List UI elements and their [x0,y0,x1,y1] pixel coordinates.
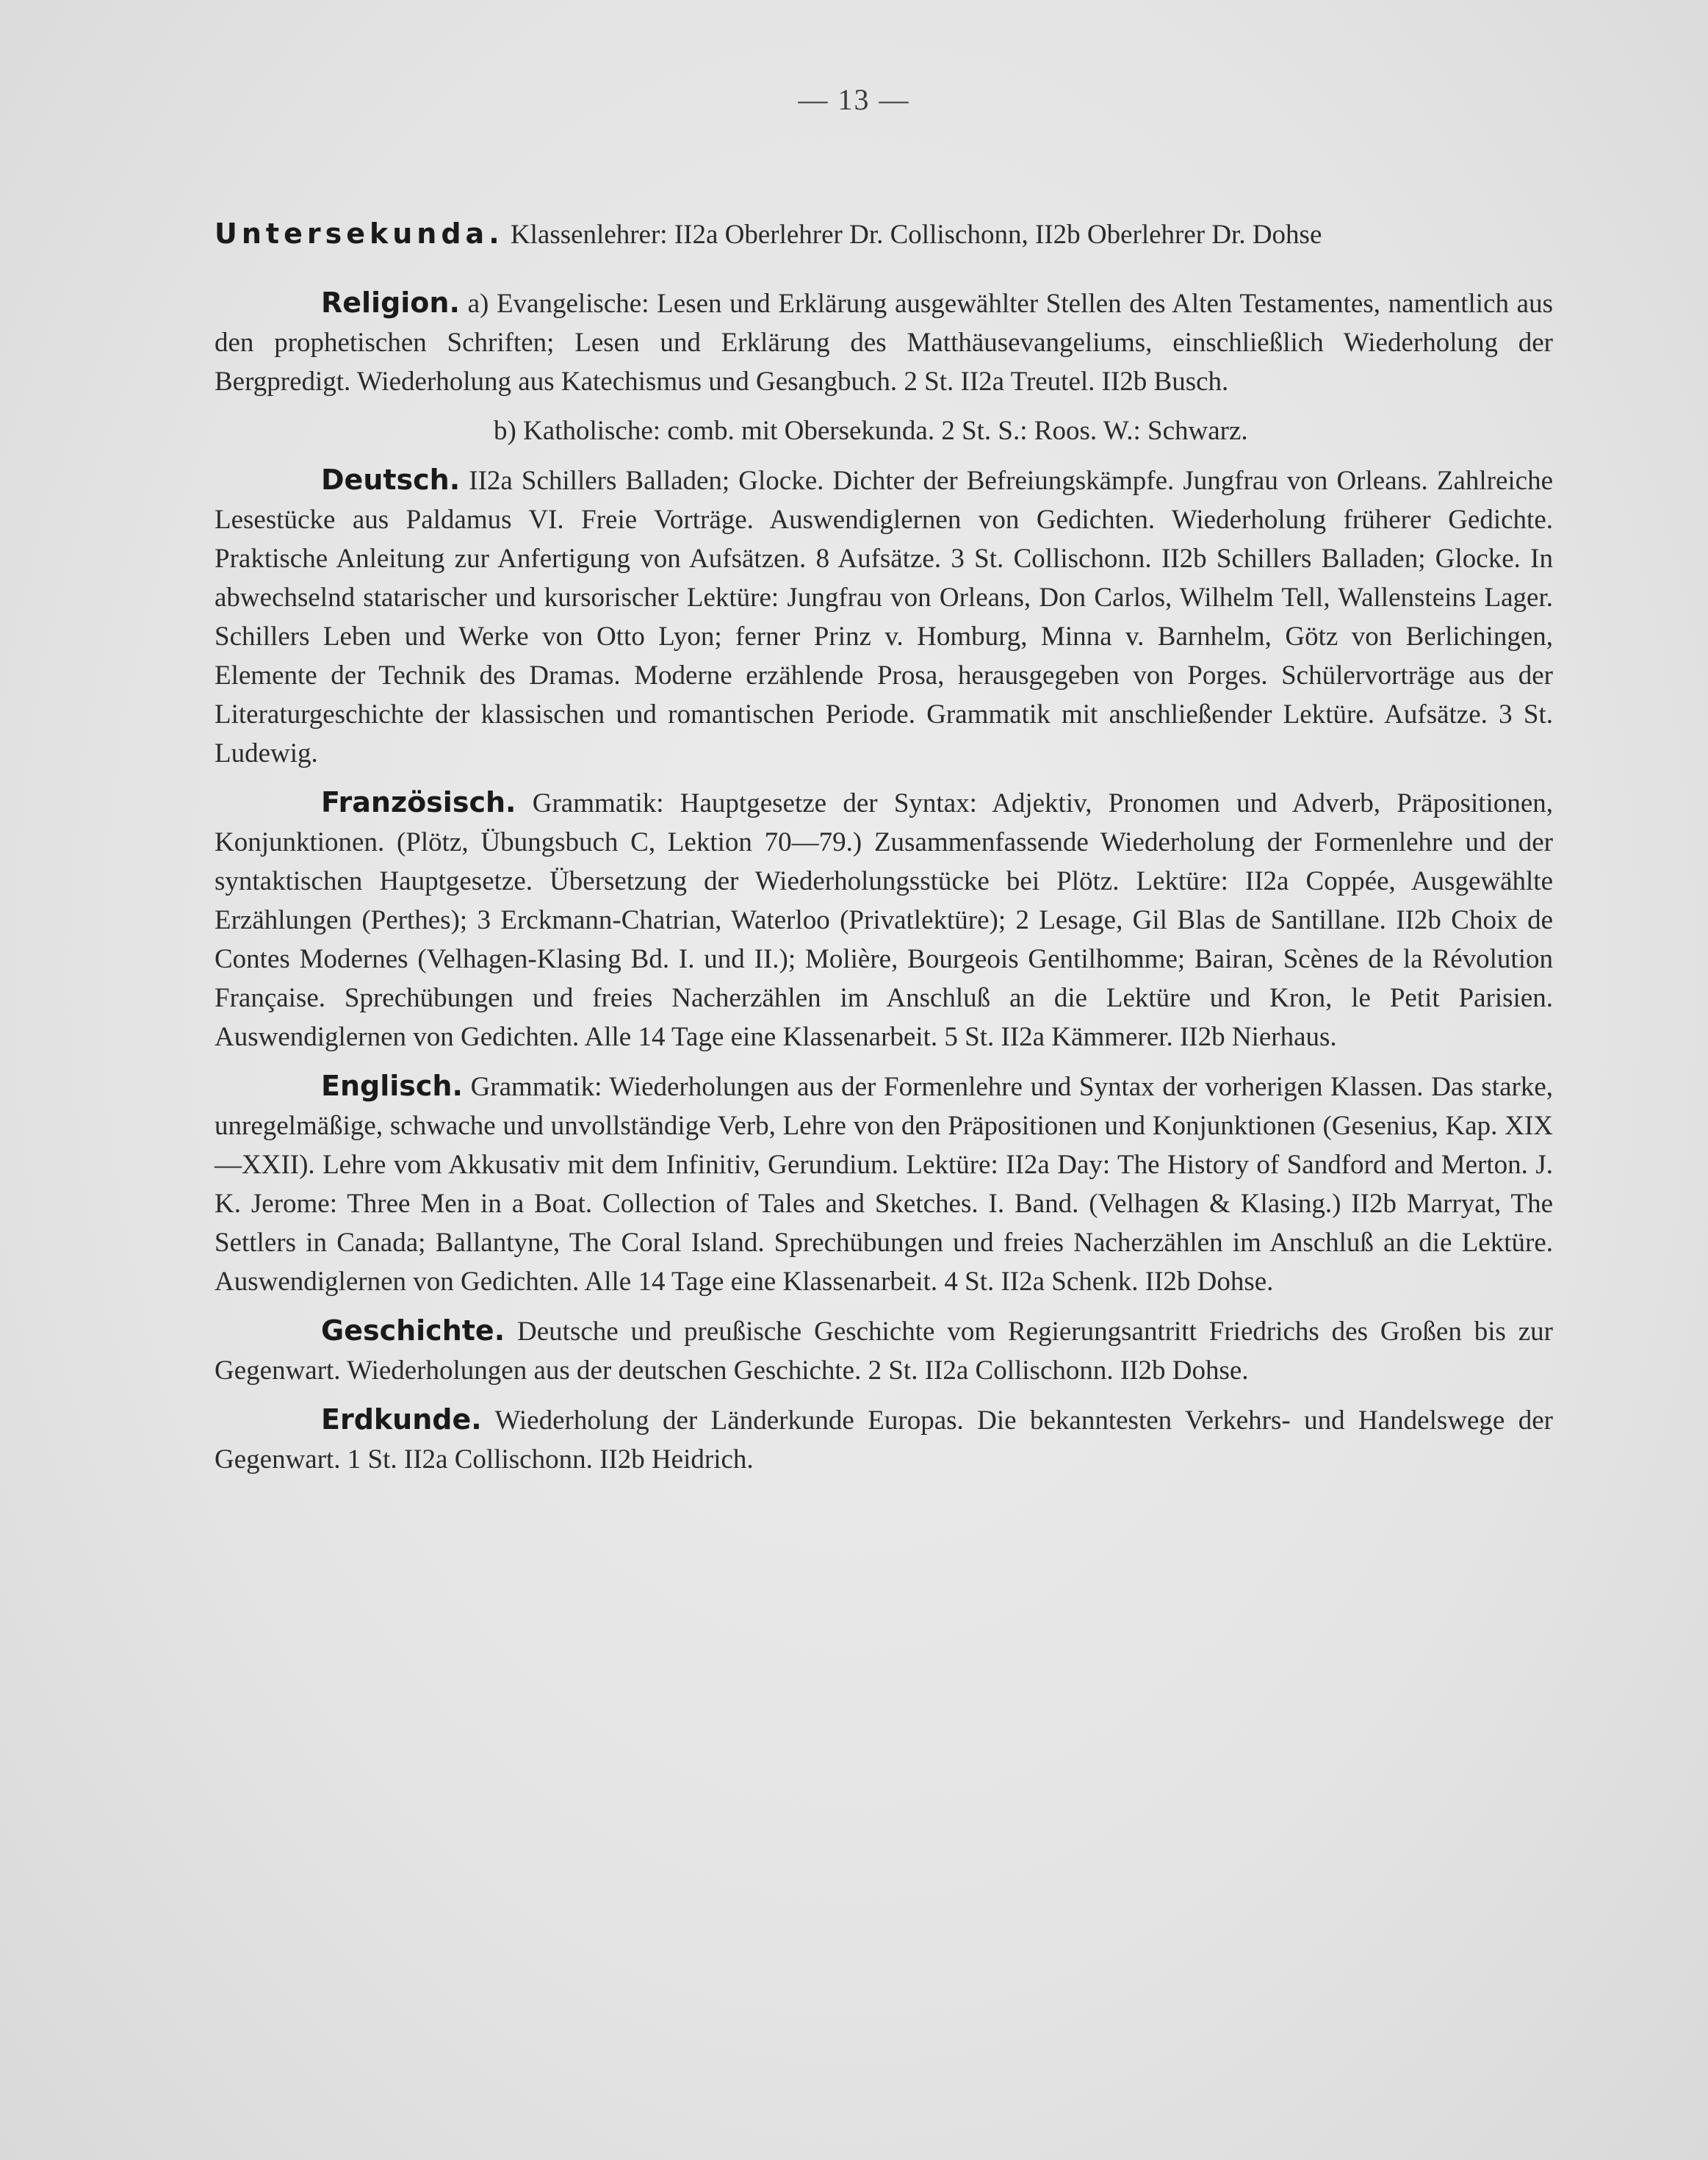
geschichte-heading: Geschichte. [321,1314,505,1347]
geschichte-text: Deutsche und preußische Geschichte vom Regierungsantritt Friedrichs des Großen bis zur Gegenwart. Wiederholungen aus der deutschen Geschichte. 2 St. II2a Collischonn. II2b Dohse. [215,1317,1554,1386]
section-religion-b [215,411,1553,450]
englisch-text: Grammatik: Wiederholungen aus der Formenlehre und Syntax der vorherigen Klassen. Das starke, unregelmäßige, schwache und unvollständige Verb, Lehre von den Präpositionen und Konjunktionen (Gesenius, Kap. XIX—XXII). Lehre vom Akkusativ mit dem Infinitiv, Gerundium. Lektüre: II2a Day: The History of Sandford and Merton. J. K. Jerome: Three Men in a Boat. Collection of Tales and Sketches. I. Band. (Velhagen & Klasing.) II2b Marryat, The Settlers in Canada; Ballantyne, The Coral Island. Sprechübungen und freies Nacherzählen im Anschluß an die Lektüre. Auswendiglernen von Gedichten. Alle 14 Tage eine Klassenarbeit. 4 St. II2a Schenk. II2b Dohse. [215,1072,1554,1297]
section-erdkunde [215,1400,1553,1479]
deutsch-heading: Deutsch. [321,464,461,496]
page-content [215,215,1553,1489]
class-teachers: Klassenlehrer: II2a Oberlehrer Dr. Collischonn, II2b Oberlehrer Dr. Dohse [510,220,1322,250]
religion-text-b: b) Katholische: comb. mit Obersekunda. 2 St. S.: Roos. W.: Schwarz. [494,416,1248,446]
class-header [215,215,1553,254]
religion-heading: Religion. [321,287,460,319]
erdkunde-text: Wiederholung der Länderkunde Europas. Die bekanntesten Verkehrs- und Handelswege der Gegenwart. 1 St. II2a Collischonn. II2b Heidrich. [215,1405,1553,1475]
page-number: — 13 — [798,83,910,116]
religion-text-a: a) Evangelische: Lesen und Erklärung ausgewählter Stellen des Alten Testamentes, namentlich aus den prophetischen Schriften; Lesen und Erklärung des Matthäusevangeliums, einschließlich Wiederholung der Bergpredigt. Wiederholung aus Katechismus und Gesangbuch. 2 St. II2a Treutel. II2b Busch. [215,289,1553,397]
section-deutsch [215,461,1553,773]
franzoesisch-heading: Französisch. [321,786,516,818]
section-franzoesisch [215,783,1553,1056]
class-title: Untersekunda. [215,217,504,250]
section-religion [215,284,1553,401]
englisch-heading: Englisch. [321,1070,463,1102]
section-geschichte [215,1311,1553,1390]
franzoesisch-text: Grammatik: Hauptgesetze der Syntax: Adjektiv, Pronomen und Adverb, Präpositionen, Konjunktionen. (Plötz, Übungsbuch C, Lektion 70—79.) Zusammenfassende Wiederholung der Formenlehre und der syntaktischen Hauptgesetze. Übersetzung der Wiederholungsstücke bei Plötz. Lektüre: II2a Coppée, Ausgewählte Erzählungen (Perthes); 3 Erckmann-Chatrian, Waterloo (Privatlektüre); 2 Lesage, Gil Blas de Santillane. II2b Choix de Contes Modernes (Velhagen-Klasing Bd. I. und II.); Molière, Bourgeois Gentilhomme; Bairan, Scènes de la Révolution Française. Sprechübungen und freies Nacherzählen im Anschluß an die Lektüre und Kron, le Petit Parisien. Auswendiglernen von Gedichten. Alle 14 Tage eine Klassenarbeit. 5 St. II2a Kämmerer. II2b Nierhaus. [215,788,1554,1052]
erdkunde-heading: Erdkunde. [321,1403,482,1436]
section-englisch [215,1067,1553,1301]
deutsch-text: II2a Schillers Balladen; Glocke. Dichter der Befreiungskämpfe. Jungfrau von Orleans. Zahlreiche Lesestücke aus Paldamus VI. Freie Vorträge. Auswendiglernen von Gedichten. Wiederholung früherer Gedichte. Praktische Anleitung zur Anfertigung von Aufsätzen. 8 Aufsätze. 3 St. Collischonn. II2b Schillers Balladen; Glocke. In abwechselnd statarischer und kursorischer Lektüre: Jungfrau von Orleans, Don Carlos, Wilhelm Tell, Wallensteins Lager. Schillers Leben und Werke von Otto Lyon; ferner Prinz v. Homburg, Minna v. Barnhelm, Götz von Berlichingen, Elemente der Technik des Dramas. Moderne erzählende Prosa, herausgegeben von Porges. Schülervorträge aus der Literaturgeschichte der klassischen und romantischen Periode. Grammatik mit anschließender Lektüre. Aufsätze. 3 St. Ludewig. [215,466,1554,768]
